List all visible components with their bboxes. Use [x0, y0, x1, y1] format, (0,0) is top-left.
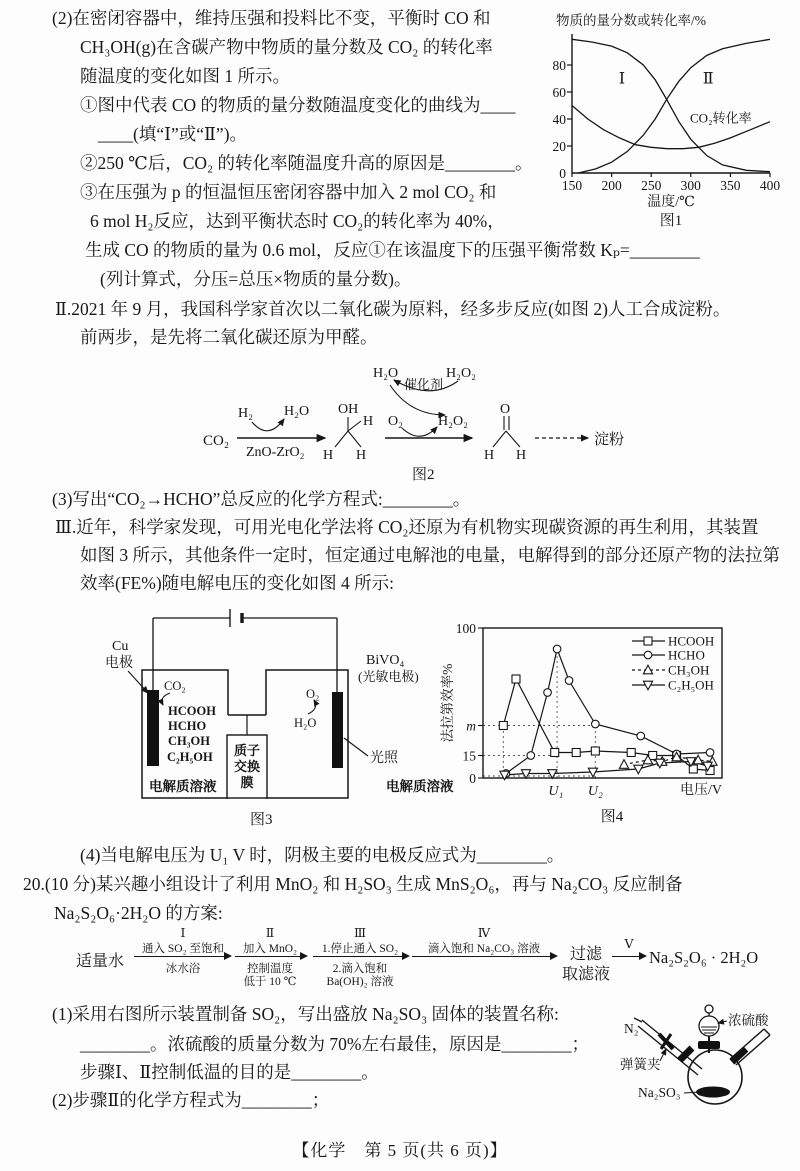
- fig3-membrane-label: 交换: [233, 759, 261, 774]
- svg-text:0: 0: [559, 166, 566, 181]
- q20-line-3: (1)采用右图所示装置制备 SO₂，写出盛放 Na₂SO₃ 固体的装置名称:: [52, 1004, 559, 1024]
- fig2-h2-arc: [252, 419, 284, 431]
- flow-step2-bottom2: 低于 10 ℃: [243, 976, 297, 988]
- fig2-h-label: H: [516, 448, 527, 463]
- fig2-h2o-label: H₂O: [284, 404, 310, 419]
- svg-text:250: 250: [641, 178, 662, 193]
- fig3-co2-label: CO₂: [164, 679, 186, 693]
- svg-text:温度/℃: 温度/℃: [647, 195, 695, 210]
- fig3-o2-label: O₂: [306, 687, 320, 701]
- q19-line-4: ①图中代表 CO 的物质的量分数随温度变化的曲线为____: [80, 95, 516, 115]
- figure2-reaction-scheme: [190, 355, 640, 485]
- fig2-h2o2-label: H₂O₂: [438, 414, 468, 429]
- fig2-h-label: H: [356, 448, 367, 463]
- flow-step2-top: 加入 MnO₂: [242, 943, 298, 955]
- fig2-o-label: O: [500, 402, 511, 417]
- flow-step1-bottom: 冰水浴: [165, 963, 201, 975]
- bivo4-electrode: [332, 692, 343, 768]
- o2-arrow: [308, 700, 316, 714]
- svg-text:U₂: U₂: [587, 784, 603, 799]
- cu-pointer-arrow: [128, 671, 148, 693]
- svg-text:电压/V: 电压/V: [680, 783, 722, 798]
- svg-text:m: m: [466, 718, 476, 734]
- fig2-o2-label: O₂: [388, 414, 403, 429]
- stopper: [732, 1049, 746, 1062]
- acid-pointer-arrow: [718, 1021, 727, 1023]
- fig2-co2-label: CO₂: [203, 433, 230, 449]
- fig3-h2o-label: H₂O: [294, 716, 317, 730]
- q20-line-2: Na₂S₂O₆·2H₂O 的方案:: [54, 903, 223, 923]
- fig3-electrolyte-right: 电解质溶液: [386, 779, 454, 794]
- fig2-cycle-h2o2-label: H₂O₂: [446, 366, 476, 381]
- fig2-h-label: H: [363, 414, 374, 429]
- fig3-light-label: 光照: [370, 751, 398, 766]
- fig3-photoelectrode-label: (光敏电极): [358, 669, 419, 684]
- fig2-oh-label: OH: [338, 402, 359, 417]
- flow-step3-bottom2: Ba(OH)₂ 溶液: [326, 976, 394, 988]
- q19-line-10: (列计算式，分压=总压×物质的量分数)。: [100, 269, 412, 289]
- fig3-product-hcooh: HCOOH: [168, 704, 216, 718]
- svg-text:0: 0: [469, 771, 476, 786]
- fig2-h-label: H: [484, 448, 495, 463]
- flow-step4-numeral: Ⅳ: [477, 926, 491, 940]
- q19-line-11: Ⅱ.2021 年 9 月，我国科学家首次以二氧化碳为原料，经多步反应(如图 2)人工合成淀粉。: [55, 299, 731, 319]
- flow-step2-numeral: Ⅱ: [265, 926, 275, 940]
- stopper: [698, 1041, 720, 1049]
- flask-acid-label: 浓硫酸: [728, 1013, 769, 1028]
- funnel-knob: [705, 1005, 713, 1013]
- svg-text:法拉第效率%: 法拉第效率%: [440, 663, 455, 743]
- q19-line-7: ③在压强为 p 的恒温恒压密闭容器中加入 2 mol CO₂ 和: [80, 182, 497, 202]
- svg-text:CH₃OH: CH₃OH: [668, 662, 710, 678]
- fig2-catalyst1-label: ZnO-ZrO₂: [246, 445, 305, 460]
- flow-arrow-3: [313, 956, 408, 957]
- fig3-cu-label: Cu: [112, 639, 129, 654]
- so2-generator-apparatus: [612, 985, 800, 1120]
- page-footer: 【化学 第 5 页(共 6 页)】: [292, 1141, 508, 1160]
- q19-line-16: 效率(FE%)随电解电压的变化如图 4 所示:: [80, 573, 395, 593]
- q20-line-1: 20.(10 分)某兴趣小组设计了利用 MnO₂ 和 H₂SO₃ 生成 MnS₂O₆，再与 Na₂CO₃ 反应制备: [23, 874, 683, 894]
- fig2-h2-label: H₂: [238, 406, 253, 421]
- svg-text:350: 350: [720, 178, 741, 193]
- flow-start: 适量水: [76, 953, 125, 970]
- q19-line-8: 6 mol H₂反应，达到平衡状态时 CO₂的转化率为 40%，: [90, 211, 505, 231]
- svg-text:400: 400: [759, 178, 781, 193]
- flask-salt-label: Na₂SO₃: [638, 1085, 681, 1100]
- q19-line-6: ②250 ℃后，CO₂ 的转化率随温度升高的原因是________。: [80, 153, 533, 173]
- flow-step1-top: 通入 SO₂ 至饱和: [142, 943, 224, 955]
- svg-text:图1: 图1: [659, 213, 683, 229]
- stopper: [680, 1048, 692, 1060]
- flow-product: Na₂S₂O₆ · 2H₂O: [649, 948, 759, 967]
- svg-text:300: 300: [680, 178, 701, 193]
- fig3-electrolyte-left: 电解质溶液: [149, 779, 217, 794]
- q19-line-5: ____(填“Ⅰ”或“Ⅱ”)。: [98, 124, 248, 144]
- flow-step4-top: 滴入饱和 Na₂CO₃ 溶液: [427, 943, 541, 955]
- svg-text:C₂H₅OH: C₂H₅OH: [668, 677, 714, 693]
- flow-arrow-1: [134, 956, 230, 957]
- fig3-caption: 图3: [250, 812, 273, 828]
- svg-text:图4: 图4: [600, 809, 624, 825]
- q19-line-14: Ⅲ.近年，科学家发现，可用光电化学法将 CO₂还原为有机物实现碳资源的再生利用，其装置: [55, 517, 759, 537]
- q20-line-4: ________。浓硫酸的质量分数为 70%左右最佳，原因是________；: [80, 1034, 589, 1054]
- fig3-dianji-label: 电极: [105, 656, 133, 671]
- svg-text:150: 150: [561, 178, 583, 193]
- fig3-product-ch3oh: CH₃OH: [168, 734, 210, 748]
- figure1-chart: [540, 0, 800, 230]
- flow-step5-numeral: Ⅴ: [624, 937, 634, 951]
- flow-step1-numeral: Ⅰ: [180, 926, 186, 940]
- clamp-pointer-arrow: [660, 1049, 666, 1061]
- svg-text:20: 20: [552, 139, 566, 154]
- flow-step3-numeral: Ⅲ: [353, 926, 367, 940]
- q19-line-3: 随温度的变化如图 1 所示。: [80, 66, 290, 86]
- fig3-bivo4-label: BiVO₄: [366, 653, 405, 668]
- q19-line-2: CH₃OH(g)在含碳产物中物质的量分数及 CO₂ 的转化率: [80, 37, 493, 57]
- fig2-caption: 图2: [412, 467, 435, 483]
- fig3-membrane-label: 质子: [233, 743, 261, 758]
- flow-arrow-2: [235, 956, 306, 957]
- svg-text:HCHO: HCHO: [668, 647, 705, 663]
- q19-line-1: (2)在密闭容器中，维持压强和投料比不变，平衡时 CO 和: [52, 8, 491, 28]
- flow-filtrate-label: 取滤液: [562, 966, 611, 983]
- svg-text:40: 40: [552, 112, 566, 127]
- svg-text:80: 80: [552, 58, 566, 73]
- svg-text:HCOOH: HCOOH: [668, 633, 715, 649]
- flow-step3-top: 1.停止通入 SO₂: [321, 943, 399, 955]
- svg-text:U₁: U₁: [548, 784, 564, 799]
- flow-step2-bottom: 控制温度: [247, 963, 293, 975]
- na2so3-solid: [696, 1087, 730, 1098]
- svg-text:CO₂转化率: CO₂转化率: [690, 110, 752, 126]
- svg-text:Ⅱ: Ⅱ: [702, 70, 714, 88]
- fig2-o2-arc: [402, 427, 437, 436]
- svg-text:15: 15: [462, 748, 476, 764]
- svg-text:物质的量分数或转化率/%: 物质的量分数或转化率/%: [556, 13, 706, 28]
- fig2-cycle-h2o-label: H₂O: [373, 366, 399, 381]
- svg-text:200: 200: [601, 178, 622, 193]
- flow-arrow-5: [612, 956, 645, 957]
- q20-line-5: 步骤Ⅰ、Ⅱ控制低温的目的是________。: [80, 1062, 379, 1082]
- flow-step3-bottom: 2.滴入饱和: [332, 963, 388, 975]
- svg-text:Ⅰ: Ⅰ: [618, 70, 626, 88]
- flow-filter-label: 过滤: [570, 946, 603, 963]
- flask-clamp-label: 弹簧夹: [620, 1057, 661, 1072]
- fig3-product-hcho: HCHO: [168, 719, 207, 733]
- figure4-chart: [440, 605, 800, 830]
- fig3-product-c2h5oh: C₂H₅OH: [167, 750, 213, 764]
- fig3-membrane-label: 膜: [240, 775, 254, 790]
- flow-arrow-4: [412, 956, 556, 957]
- svg-text:100: 100: [455, 621, 476, 636]
- q19-line-17: (4)当电解电压为 U₁ V 时，阴极主要的电极反应式为________。: [80, 845, 565, 865]
- svg-text:60: 60: [552, 85, 566, 100]
- figure3-electrolysis-cell: [90, 608, 455, 833]
- fig2-cycle-catalyst-label: 催化剂: [404, 377, 444, 392]
- q19-line-9: 生成 CO 的物质的量为 0.6 mol，反应①在该温度下的压强平衡常数 Kₚ=________: [85, 240, 700, 260]
- q20-line-6: (2)步骤Ⅱ的化学方程式为________；: [52, 1090, 330, 1110]
- q19-line-13: (3)写出“CO₂→HCHO”总反应的化学方程式:________。: [52, 489, 471, 509]
- fig2-starch-label: 淀粉: [594, 432, 625, 448]
- fig2-h-label: H: [323, 448, 334, 463]
- q19-line-15: 如图 3 所示，其他条件一定时，恒定通过电解池的电量，电解得到的部分还原产物的法拉第: [80, 545, 780, 565]
- flask-n2-label: N₂: [624, 1021, 639, 1036]
- q19-line-12: 前两步，是先将二氧化碳还原为甲醛。: [80, 327, 378, 347]
- cu-electrode: [147, 690, 159, 766]
